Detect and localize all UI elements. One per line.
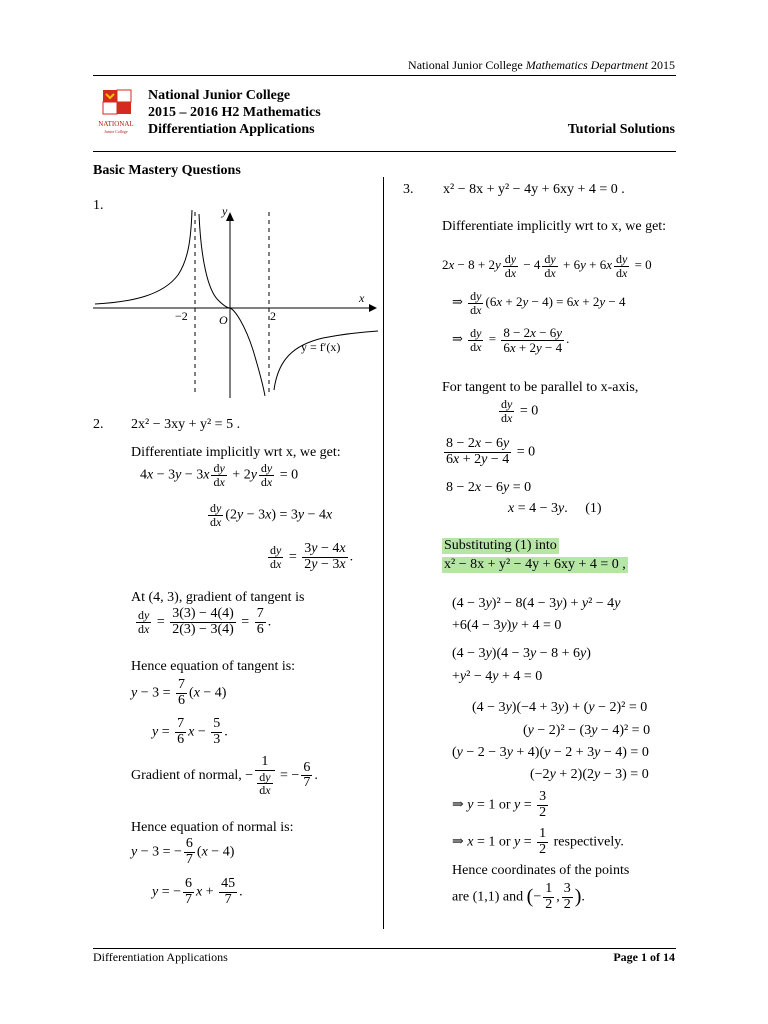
curve-label: y = f′(x) bbox=[301, 340, 341, 354]
q2-tangent-eq2: y = $\frac{7}{6}$ x − $\frac{5}{3}$ . bbox=[152, 716, 228, 747]
origin-label: O bbox=[219, 313, 228, 327]
q1-graph bbox=[93, 200, 383, 400]
q3-diff-text: Differentiate implicitly wrt to x, we get: bbox=[442, 219, 667, 234]
q2-step1: 4x − 3y − 3x $\frac{dy}{dx}$ + 2y $\frac{dy}{dx}$ = 0 bbox=[140, 461, 299, 489]
title-rule bbox=[93, 151, 676, 152]
svg-text:Junior College: Junior College bbox=[104, 129, 128, 134]
q3-line2: +6(4 − 3y)y + 4 = 0 bbox=[452, 618, 562, 633]
q3-line3: (4 − 3y)(4 − 3y − 8 + 6y) bbox=[452, 646, 591, 661]
q3-cond1: $\frac{dy}{dx}$ = 0 bbox=[501, 397, 539, 425]
tick-neg2: −2 bbox=[175, 309, 188, 323]
q2-tangent-text: Hence equation of tangent is: bbox=[131, 659, 296, 674]
doc-type: Tutorial Solutions bbox=[567, 122, 675, 137]
q2-number: 2. bbox=[93, 417, 104, 432]
q3-number: 3. bbox=[403, 182, 414, 197]
school-logo bbox=[95, 88, 137, 138]
q3-equation: x² − 8x + y² − 4y + 6xy + 4 = 0 . bbox=[443, 182, 625, 197]
svg-text:NATIONAL: NATIONAL bbox=[98, 120, 134, 128]
q3-subst-eq: x² − 8x + y² − 4y + 6xy + 4 = 0 , bbox=[444, 557, 626, 572]
q2-diff-text: Differentiate implicitly wrt x, we get: bbox=[131, 445, 341, 460]
q3-parallel-text: For tangent to be parallel to x-axis, bbox=[442, 380, 639, 395]
q3-coords: are (1,1) and (− $\frac{1}{2}$ , $\frac{3}{2}$ ). bbox=[452, 881, 585, 912]
q3-line6: (y − 2)² − (3y − 4)² = 0 bbox=[523, 723, 651, 738]
q3-step1: 2x − 8 + 2y $\frac{dy}{dx}$ − 4 $\frac{dy}{dx}$ + 6y + 6x $\frac{dy}{dx}$ = 0 bbox=[442, 252, 652, 280]
school-name: National Junior College bbox=[148, 88, 291, 103]
q2-normal-text: Hence equation of normal is: bbox=[131, 820, 294, 835]
q3-cond3: 8 − 2x − 6y = 0 bbox=[446, 480, 532, 495]
q3-line9: ⇒ y = 1 or y = $\frac{3}{2}$ bbox=[452, 789, 547, 820]
q3-subst-text: Substituting (1) into bbox=[444, 538, 557, 553]
q3-cond2: $\frac{8 - 2x - 6y}{6x + 2y - 4}$ = 0 bbox=[446, 436, 536, 467]
q2-tangent-eq1: y − 3 = $\frac{7}{6}$ (x − 4) bbox=[131, 677, 227, 708]
footer-title: Differentiation Applications bbox=[93, 950, 228, 964]
q2-step2: $\frac{dy}{dx}$ (2y − 3x) = 3y − 4x bbox=[210, 501, 333, 529]
q2-normal-eq2: y = − $\frac{6}{7}$ x + $\frac{45}{7}$ . bbox=[152, 876, 243, 907]
q2-gradient-value: $\frac{dy}{dx}$ = $\frac{3(3) - 4(4)}{2(3) - 3(4)}$ = $\frac{7}{6}$ . bbox=[138, 606, 272, 637]
q3-line7: (y − 2 − 3y + 4)(y − 2 + 3y − 4) = 0 bbox=[452, 745, 649, 760]
footer-rule bbox=[93, 948, 676, 949]
q3-coords-text: Hence coordinates of the points bbox=[452, 863, 630, 878]
course-name: 2015 – 2016 H2 Mathematics bbox=[148, 105, 321, 120]
q3-cond4: x = 4 − 3y. (1) bbox=[508, 501, 602, 516]
q2-gradient-text: At (4, 3), gradient of tangent is bbox=[131, 590, 305, 605]
q2-step3: $\frac{dy}{dx}$ = $\frac{3y - 4x}{2y - 3x}$ . bbox=[270, 541, 354, 572]
header-rule bbox=[93, 75, 676, 76]
q1-number: 1. bbox=[93, 198, 104, 213]
page-number: Page 1 of 14 bbox=[613, 950, 675, 964]
q2-normal-gradient: Gradient of normal, − $\frac{1}{\frac{dy}{dx}}$ = − $\frac{6}{7}$ . bbox=[131, 754, 318, 798]
q3-step3: ⇒ $\frac{dy}{dx}$ = $\frac{8 - 2x - 6y}{6x + 2y - 4}$ . bbox=[452, 325, 570, 355]
q2-equation: 2x² − 3xy + y² = 5 . bbox=[131, 417, 241, 432]
topic-title: Differentiation Applications bbox=[148, 122, 315, 137]
department-header: National Junior College Mathematics Department 2015 bbox=[408, 58, 675, 72]
q3-line4: +y² − 4y + 4 = 0 bbox=[452, 669, 543, 684]
x-axis-label: x bbox=[359, 291, 365, 305]
q3-line1: (4 − 3y)² − 8(4 − 3y) + y² − 4y bbox=[452, 596, 621, 611]
section-title: Basic Mastery Questions bbox=[93, 163, 241, 178]
q2-normal-eq1: y − 3 = − $\frac{6}{7}$ (x − 4) bbox=[131, 836, 235, 867]
tick-pos2: 2 bbox=[270, 309, 276, 323]
q3-line10: ⇒ x = 1 or y = $\frac{1}{2}$ respectively. bbox=[452, 826, 624, 857]
column-divider bbox=[383, 177, 384, 929]
q3-line5: (4 − 3y)(−4 + 3y) + (y − 2)² = 0 bbox=[472, 700, 648, 715]
q3-line8: (−2y + 2)(2y − 3) = 0 bbox=[530, 767, 649, 782]
q3-step2: ⇒ $\frac{dy}{dx}$ (6x + 2y − 4) = 6x + 2y − 4 bbox=[452, 289, 626, 317]
y-axis-label: y bbox=[222, 204, 228, 218]
